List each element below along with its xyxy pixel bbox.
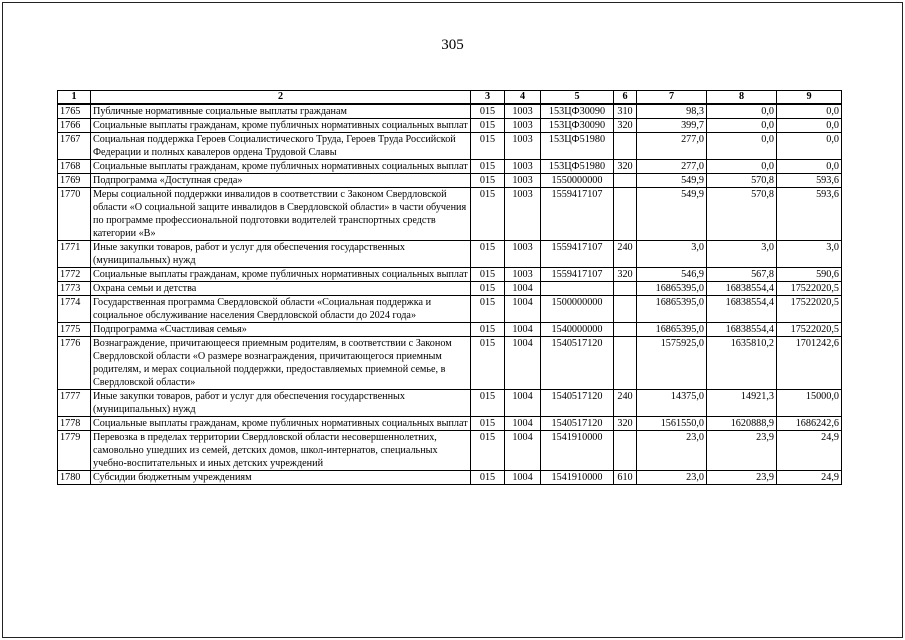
cell-amount-2: 0,0 xyxy=(707,104,777,119)
table-row xyxy=(58,119,842,133)
row-number: 1780 xyxy=(58,471,91,485)
cell-amount-2: 567,8 xyxy=(707,268,777,282)
cell-section: 1004 xyxy=(505,431,541,471)
cell-target-article: 1541910000 xyxy=(541,431,614,471)
cell-amount-3: 17522020,5 xyxy=(777,296,842,323)
row-number: 1777 xyxy=(58,390,91,417)
cell-expense-type xyxy=(614,337,637,390)
row-number: 1771 xyxy=(58,241,91,268)
cell-amount-3: 590,6 xyxy=(777,268,842,282)
row-number: 1768 xyxy=(58,160,91,174)
cell-amount-2: 3,0 xyxy=(707,241,777,268)
budget-table xyxy=(57,90,842,485)
cell-target-article: 1550000000 xyxy=(541,174,614,188)
cell-amount-2: 570,8 xyxy=(707,174,777,188)
row-name: Социальные выплаты гражданам, кроме публичных нормативных социальных выплат xyxy=(91,160,471,174)
header-cell: 8 xyxy=(707,91,777,105)
table-row xyxy=(58,268,842,282)
row-name: Субсидии бюджетным учреждениям xyxy=(91,471,471,485)
cell-amount-2: 0,0 xyxy=(707,160,777,174)
cell-amount-3: 17522020,5 xyxy=(777,323,842,337)
row-name: Социальная поддержка Героев Социалистического Труда, Героев Труда Российской Федерации и полных кавалеров ордена Трудовой Славы xyxy=(91,133,471,160)
table-row xyxy=(58,390,842,417)
cell-target-article: 1540517120 xyxy=(541,337,614,390)
row-name: Публичные нормативные социальные выплаты гражданам xyxy=(91,104,471,119)
cell-amount-3: 17522020,5 xyxy=(777,282,842,296)
cell-expense-type: 240 xyxy=(614,390,637,417)
cell-amount-1: 16865395,0 xyxy=(637,282,707,296)
row-name: Перевозка в пределах территории Свердловской области несовершеннолетних, самовольно ушедших из семей, детских домов, школ-интернатов, специальных учебно-воспитательных и иных детских учреждений xyxy=(91,431,471,471)
cell-expense-type: 610 xyxy=(614,471,637,485)
cell-amount-1: 23,0 xyxy=(637,471,707,485)
cell-expense-type: 320 xyxy=(614,119,637,133)
row-name: Подпрограмма «Счастливая семья» xyxy=(91,323,471,337)
cell-grbs: 015 xyxy=(471,471,505,485)
table-row xyxy=(58,296,842,323)
cell-expense-type xyxy=(614,188,637,241)
cell-amount-3: 1701242,6 xyxy=(777,337,842,390)
cell-amount-1: 16865395,0 xyxy=(637,296,707,323)
row-name: Подпрограмма «Доступная среда» xyxy=(91,174,471,188)
cell-grbs: 015 xyxy=(471,174,505,188)
cell-amount-2: 16838554,4 xyxy=(707,296,777,323)
cell-section: 1003 xyxy=(505,104,541,119)
cell-target-article: 1541910000 xyxy=(541,471,614,485)
cell-grbs: 015 xyxy=(471,160,505,174)
cell-section: 1004 xyxy=(505,337,541,390)
cell-amount-1: 546,9 xyxy=(637,268,707,282)
page-number: 305 xyxy=(441,37,464,53)
cell-expense-type: 320 xyxy=(614,268,637,282)
header-cell: 9 xyxy=(777,91,842,105)
cell-amount-3: 0,0 xyxy=(777,133,842,160)
cell-amount-3: 593,6 xyxy=(777,188,842,241)
cell-target-article: 1540517120 xyxy=(541,390,614,417)
row-name: Социальные выплаты гражданам, кроме публичных нормативных социальных выплат xyxy=(91,268,471,282)
cell-target-article: 153ЦФ30090 xyxy=(541,119,614,133)
cell-grbs: 015 xyxy=(471,431,505,471)
cell-amount-1: 549,9 xyxy=(637,188,707,241)
cell-section: 1004 xyxy=(505,296,541,323)
cell-amount-3: 15000,0 xyxy=(777,390,842,417)
cell-expense-type xyxy=(614,431,637,471)
cell-amount-1: 399,7 xyxy=(637,119,707,133)
cell-target-article: 153ЦФ51980 xyxy=(541,160,614,174)
table-row xyxy=(58,337,842,390)
cell-amount-1: 277,0 xyxy=(637,160,707,174)
table-row xyxy=(58,417,842,431)
cell-grbs: 015 xyxy=(471,390,505,417)
cell-target-article: 1500000000 xyxy=(541,296,614,323)
cell-amount-1: 549,9 xyxy=(637,174,707,188)
cell-grbs: 015 xyxy=(471,119,505,133)
cell-amount-1: 16865395,0 xyxy=(637,323,707,337)
cell-grbs: 015 xyxy=(471,282,505,296)
cell-amount-3: 0,0 xyxy=(777,104,842,119)
cell-amount-1: 1575925,0 xyxy=(637,337,707,390)
cell-amount-2: 1635810,2 xyxy=(707,337,777,390)
table-row xyxy=(58,323,842,337)
row-number: 1779 xyxy=(58,431,91,471)
cell-expense-type: 310 xyxy=(614,104,637,119)
cell-amount-1: 14375,0 xyxy=(637,390,707,417)
header-cell: 6 xyxy=(614,91,637,105)
cell-grbs: 015 xyxy=(471,268,505,282)
cell-amount-1: 23,0 xyxy=(637,431,707,471)
row-name: Меры социальной поддержки инвалидов в соответствии с Законом Свердловской области «О социальной защите инвалидов в Свердловской области» в части обучения по программе профессиональной подготовки водителей транспортных средств категории «В» xyxy=(91,188,471,241)
cell-amount-3: 0,0 xyxy=(777,160,842,174)
table-row xyxy=(58,104,842,119)
table-row xyxy=(58,431,842,471)
header-cell: 3 xyxy=(471,91,505,105)
table-row xyxy=(58,188,842,241)
row-name: Иные закупки товаров, работ и услуг для обеспечения государственных (муниципальных) нужд xyxy=(91,390,471,417)
cell-amount-1: 98,3 xyxy=(637,104,707,119)
cell-target-article: 1559417107 xyxy=(541,268,614,282)
header-cell: 4 xyxy=(505,91,541,105)
cell-amount-2: 0,0 xyxy=(707,133,777,160)
header-row xyxy=(58,91,842,105)
cell-section: 1004 xyxy=(505,471,541,485)
row-name: Социальные выплаты гражданам, кроме публичных нормативных социальных выплат xyxy=(91,119,471,133)
cell-amount-2: 23,9 xyxy=(707,431,777,471)
row-number: 1774 xyxy=(58,296,91,323)
table-row xyxy=(58,174,842,188)
row-number: 1770 xyxy=(58,188,91,241)
cell-amount-2: 16838554,4 xyxy=(707,282,777,296)
cell-amount-3: 1686242,6 xyxy=(777,417,842,431)
cell-grbs: 015 xyxy=(471,337,505,390)
header-cell: 2 xyxy=(91,91,471,105)
cell-amount-2: 0,0 xyxy=(707,119,777,133)
cell-target-article xyxy=(541,282,614,296)
row-name: Социальные выплаты гражданам, кроме публичных нормативных социальных выплат xyxy=(91,417,471,431)
cell-amount-3: 24,9 xyxy=(777,471,842,485)
cell-expense-type xyxy=(614,323,637,337)
cell-expense-type xyxy=(614,296,637,323)
cell-section: 1003 xyxy=(505,188,541,241)
cell-grbs: 015 xyxy=(471,417,505,431)
cell-expense-type xyxy=(614,282,637,296)
cell-target-article: 1559417107 xyxy=(541,188,614,241)
header-cell: 5 xyxy=(541,91,614,105)
cell-amount-2: 14921,3 xyxy=(707,390,777,417)
cell-target-article: 153ЦФ30090 xyxy=(541,104,614,119)
table-row xyxy=(58,241,842,268)
cell-target-article: 1540000000 xyxy=(541,323,614,337)
cell-grbs: 015 xyxy=(471,323,505,337)
row-number: 1776 xyxy=(58,337,91,390)
cell-amount-2: 1620888,9 xyxy=(707,417,777,431)
cell-expense-type: 320 xyxy=(614,160,637,174)
row-number: 1767 xyxy=(58,133,91,160)
row-name: Иные закупки товаров, работ и услуг для обеспечения государственных (муниципальных) нужд xyxy=(91,241,471,268)
cell-grbs: 015 xyxy=(471,296,505,323)
cell-target-article: 1540517120 xyxy=(541,417,614,431)
table-row xyxy=(58,471,842,485)
cell-amount-3: 593,6 xyxy=(777,174,842,188)
cell-section: 1004 xyxy=(505,323,541,337)
cell-section: 1003 xyxy=(505,160,541,174)
header-cell: 7 xyxy=(637,91,707,105)
cell-target-article: 1559417107 xyxy=(541,241,614,268)
row-number: 1778 xyxy=(58,417,91,431)
cell-section: 1004 xyxy=(505,282,541,296)
table-row xyxy=(58,133,842,160)
cell-amount-1: 3,0 xyxy=(637,241,707,268)
cell-amount-3: 3,0 xyxy=(777,241,842,268)
cell-amount-2: 16838554,4 xyxy=(707,323,777,337)
row-number: 1772 xyxy=(58,268,91,282)
header-cell: 1 xyxy=(58,91,91,105)
row-name: Вознаграждение, причитающееся приемным родителям, в соответствии с Законом Свердловской области «О размере вознаграждения, причитающегося приемным родителям, и мерах социальной поддержки, предоставляемых приемной семье, в Свердловской области» xyxy=(91,337,471,390)
cell-grbs: 015 xyxy=(471,188,505,241)
cell-amount-3: 24,9 xyxy=(777,431,842,471)
cell-section: 1003 xyxy=(505,133,541,160)
row-name: Государственная программа Свердловской области «Социальная поддержка и социальное обслуживание населения Свердловской области до 2024 года» xyxy=(91,296,471,323)
row-number: 1765 xyxy=(58,104,91,119)
cell-amount-1: 1561550,0 xyxy=(637,417,707,431)
cell-section: 1004 xyxy=(505,390,541,417)
cell-amount-2: 570,8 xyxy=(707,188,777,241)
row-number: 1773 xyxy=(58,282,91,296)
cell-amount-3: 0,0 xyxy=(777,119,842,133)
cell-expense-type xyxy=(614,174,637,188)
row-number: 1769 xyxy=(58,174,91,188)
table-row xyxy=(58,160,842,174)
row-number: 1766 xyxy=(58,119,91,133)
cell-grbs: 015 xyxy=(471,241,505,268)
cell-section: 1003 xyxy=(505,241,541,268)
cell-expense-type xyxy=(614,133,637,160)
cell-target-article: 153ЦФ51980 xyxy=(541,133,614,160)
table-row xyxy=(58,282,842,296)
cell-expense-type: 240 xyxy=(614,241,637,268)
cell-section: 1003 xyxy=(505,119,541,133)
row-number: 1775 xyxy=(58,323,91,337)
cell-amount-2: 23,9 xyxy=(707,471,777,485)
cell-section: 1004 xyxy=(505,417,541,431)
cell-expense-type: 320 xyxy=(614,417,637,431)
cell-grbs: 015 xyxy=(471,133,505,160)
cell-section: 1003 xyxy=(505,174,541,188)
row-name: Охрана семьи и детства xyxy=(91,282,471,296)
cell-grbs: 015 xyxy=(471,104,505,119)
cell-section: 1003 xyxy=(505,268,541,282)
cell-amount-1: 277,0 xyxy=(637,133,707,160)
